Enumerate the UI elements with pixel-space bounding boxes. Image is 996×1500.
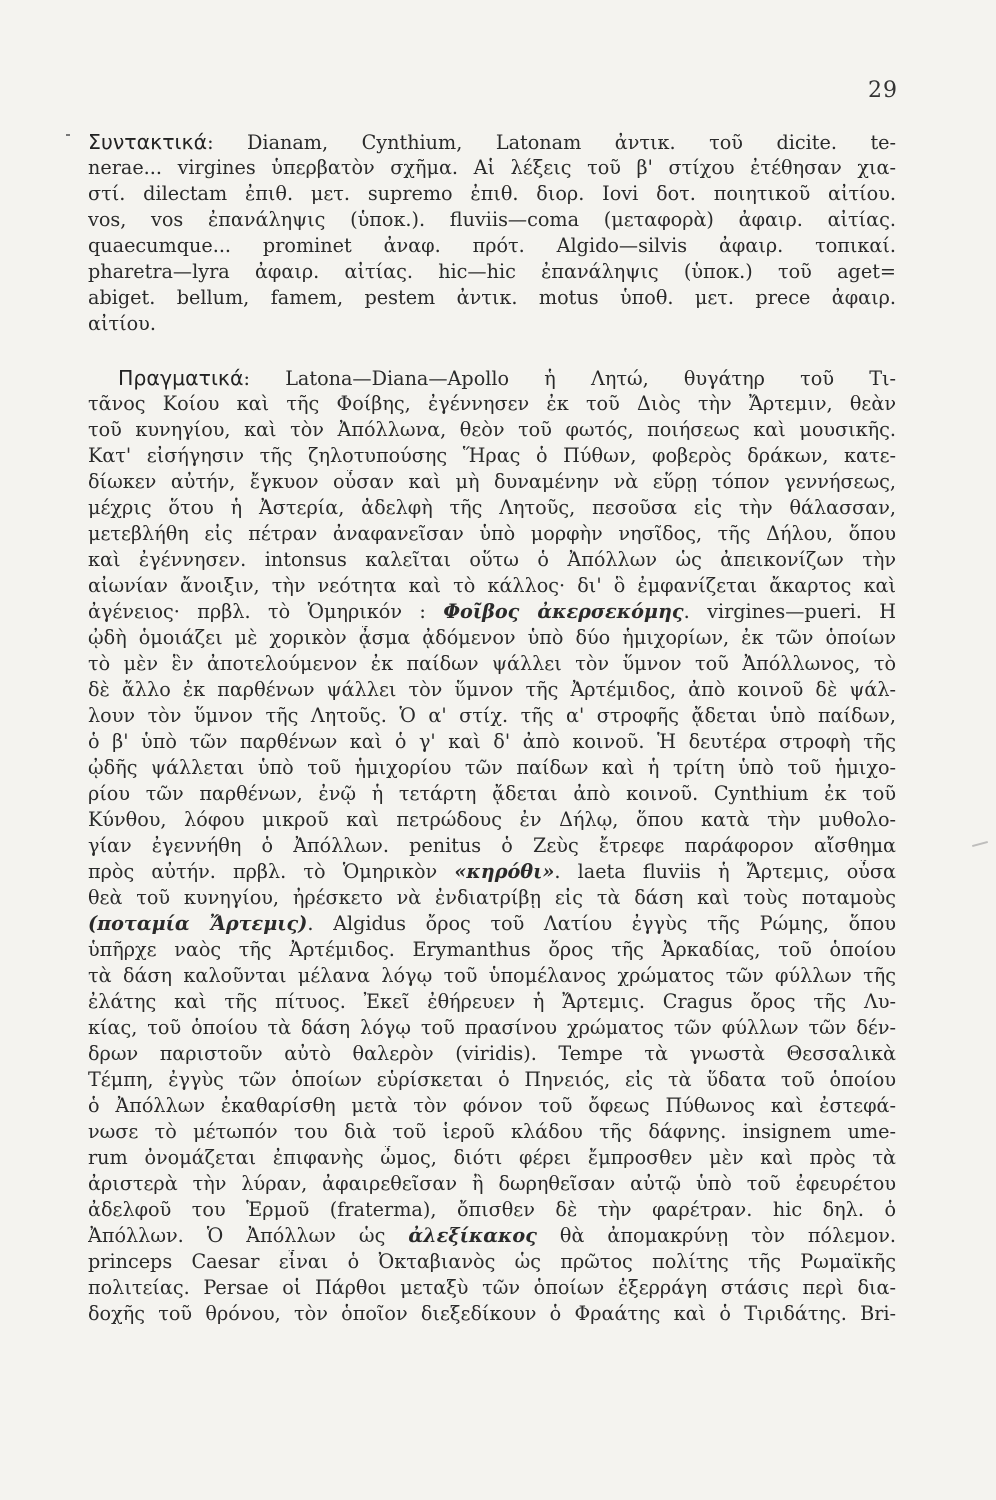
text-line: λουν τὸν ὕμνον τῆς Λητοῦς. Ὁ α' στίχ. τῆς α' στροφῆς ᾄδεται ὑπὸ παίδων, bbox=[88, 704, 896, 727]
margin-smudge bbox=[972, 841, 988, 847]
text-line: ᾠδὴ ὁμοιάζει μὲ χορικὸν ᾆσμα ᾀδόμενον ὑπὸ δύο ἡμιχορίων, ἐκ τῶν ὁποίων bbox=[88, 626, 896, 649]
text-line: ρίου τῶν παρθένων, ἐνῷ ἡ τετάρτη ᾄδεται ἀπὸ κοινοῦ. Cynthium ἐκ τοῦ bbox=[88, 782, 896, 805]
text-line: κίας, τοῦ ὁποίου τὰ δάση λόγῳ τοῦ πρασίνου χρώματος τῶν φύλλων τῶν δέν- bbox=[88, 1016, 896, 1039]
text-line: ὁ β' ὑπὸ τῶν παρθένων καὶ ὁ γ' καὶ δ' ἀπὸ κοινοῦ. Ἡ δευτέρα στροφὴ τῆς bbox=[88, 730, 896, 753]
text-line: ᾠδῆς ψάλλεται ὑπὸ τοῦ ἡμιχορίου τῶν παίδων καὶ ἡ τρίτη ὑπὸ τοῦ ἡμιχο- bbox=[88, 756, 896, 779]
line-text: . virgines—pueri. bbox=[683, 600, 862, 623]
text-line bbox=[88, 1224, 896, 1250]
text-line: τὸ μὲν ἓν ἀποτελούμενον ἐκ παίδων ψάλλει τὸν ὕμνον τοῦ Ἀπόλλωνος, τὸ bbox=[88, 652, 896, 675]
line-text: . Algidus ὄρος τοῦ Λατίου ἐγγὺς τῆς Ρώμης, ὅπου bbox=[307, 912, 896, 935]
text-line: quaecumque... prominet ἀναφ. πρότ. Algido—silvis ἀφαιρ. τοπικαί. bbox=[88, 234, 896, 257]
line-text: . laeta fluviis ἡ Ἄρτεμις, οὖσα bbox=[554, 860, 896, 883]
text-line bbox=[88, 912, 896, 938]
text-line: πολιτείας. Persae οἱ Πάρθοι μεταξὺ τῶν ὁποίων ἐξερράγη στάσις περὶ δια- bbox=[88, 1276, 896, 1299]
text-line: ὁ Ἀπόλλων ἐκαθαρίσθη μετὰ τὸν φόνον τοῦ ὄφεως Πύθωνος καὶ ἐστεφά- bbox=[88, 1094, 896, 1117]
text-line: δὲ ἄλλο ἐκ παρθένων ψάλλει τὸν ὕμνον τῆς Ἀρτέμιδος, ἀπὸ κοινοῦ δὲ ψάλ- bbox=[88, 678, 896, 701]
section-heading-syntaktika: Συντακτικά bbox=[88, 130, 208, 154]
text-line: στί. dilectam ἐπιθ. μετ. supremo ἐπιθ. διορ. Iovi δοτ. ποιητικοῦ αἰτίου. bbox=[88, 182, 896, 205]
text-line: ἀδελφοῦ του Ἑρμοῦ (fraterma), ὄπισθεν δὲ τὴν φαρέτραν. hic δηλ. ὁ bbox=[88, 1198, 896, 1221]
text-line: μετεβλήθη εἰς πέτραν ἀναφανεῖσαν ὑπὸ μορφὴν νησῖδος, τῆς Δήλου, ὅπου bbox=[88, 522, 896, 545]
line-text: : Dianam, Cynthium, Latonam ἀντικ. τοῦ dicite. te- bbox=[207, 131, 896, 154]
text-line: θεὰ τοῦ κυνηγίου, ἠρέσκετο νὰ ἐνδιατρίβῃ εἰς τὰ δάση καὶ τοὺς ποταμοὺς bbox=[88, 886, 896, 909]
line-text: ἀγένειος· πρβλ. τὸ Ὁμηρικόν : bbox=[88, 600, 426, 623]
emphasis-alexikakos: ἀλεξίκακος bbox=[408, 1224, 537, 1247]
text-line: ὑπῆρχε ναὸς τῆς Ἀρτέμιδος. Erymanthus ὄρος τῆς Ἀρκαδίας, τοῦ ὁποίου bbox=[88, 938, 896, 961]
text-line: rum ὀνομάζεται ἐπιφανὴς ὦμος, διότι φέρει ἔμπροσθεν μὲν καὶ πρὸς τὰ bbox=[88, 1146, 896, 1169]
line-text: : Latona—Diana—Apollo ἡ Λητώ, θυγάτηρ τοῦ Τι- bbox=[243, 367, 896, 390]
section-heading-pragmatika: Πραγματικά bbox=[118, 366, 244, 390]
text-line bbox=[88, 130, 896, 156]
emphasis-keroothi: «κηρόθι» bbox=[454, 860, 555, 883]
line-text: πρὸς αὐτήν. πρβλ. τὸ Ὁμηρικὸν bbox=[88, 860, 438, 883]
text-line: τᾶνος Κοίου καὶ τῆς Φοίβης, ἐγέννησεν ἐκ τοῦ Διὸς τὴν Ἄρτεμιν, θεὰν bbox=[88, 392, 896, 415]
text-line: καὶ ἐγέννησεν. intonsus καλεῖται οὕτω ὁ Ἀπόλλων ὡς ἀπεικονίζων τὴν bbox=[88, 548, 896, 571]
text-line: vos, vos ἐπανάληψις (ὑποκ.). fluviis—coma (μεταφορὰ) ἀφαιρ. αἰτίας. bbox=[88, 208, 896, 231]
text-line: μέχρις ὅτου ἡ Ἀστερία, ἀδελφὴ τῆς Λητοῦς, πεσοῦσα εἰς τὴν θάλασσαν, bbox=[88, 496, 896, 519]
text-line: abiget. bellum, famem, pestem ἀντικ. motus ὑποθ. μετ. prece ἀφαιρ. bbox=[88, 286, 896, 309]
text-line: δρων παριστοῦν αὐτὸ θαλερὸν (viridis). Tempe τὰ γνωστὰ Θεσσαλικὰ bbox=[88, 1042, 896, 1065]
text-line bbox=[88, 600, 896, 626]
text-line bbox=[118, 366, 896, 392]
emphasis-potamia: (ποταμία Ἄρτεμις) bbox=[88, 912, 308, 935]
text-line: τοῦ κυνηγίου, καὶ τὸν Ἀπόλλωνα, θεὸν τοῦ φωτός, ποιήσεως καὶ μουσικῆς. bbox=[88, 418, 896, 441]
line-text: θὰ ἀπομακρύνῃ τὸν πόλεμον. bbox=[559, 1224, 896, 1247]
text-line: δίωκεν αὐτήν, ἔγκυον οὖσαν καὶ μὴ δυναμένην νὰ εὕρῃ τόπον γεννήσεως, bbox=[88, 470, 896, 493]
text-line: δοχῆς τοῦ θρόνου, τὸν ὁποῖον διεξεδίκουν ὁ Φραάτης καὶ ὁ Τιριδάτης. Bri- bbox=[88, 1302, 896, 1325]
text-line: Κύνθου, λόφου μικροῦ καὶ πετρώδους ἐν Δήλῳ, ὅπου κατὰ τὴν μυθολο- bbox=[88, 808, 896, 831]
text-line: princeps Caesar εἶναι ὁ Ὀκταβιανὸς ὡς πρῶτος πολίτης τῆς Ρωμαϊκῆς bbox=[88, 1250, 896, 1273]
line-text: Ἀπόλλων. Ὁ Ἀπόλλων ὡς bbox=[88, 1224, 386, 1247]
emphasis-phoibos: Φοῖβος ἀκερσεκόμης bbox=[443, 600, 684, 623]
text-line bbox=[88, 860, 896, 886]
text-line: τὰ δάση καλοῦνται μέλανα λόγῳ τοῦ ὑπομέλανος χρώματος τῶν φύλλων τῆς bbox=[88, 964, 896, 987]
margin-mark bbox=[66, 134, 70, 136]
text-line: γίαν ἐγεννήθη ὁ Ἀπόλλων. penitus ὁ Ζεὺς ἔτρεφε παράφορον αἴσθημα bbox=[88, 834, 896, 857]
text-line: νωσε τὸ μέτωπόν του διὰ τοῦ ἱεροῦ κλάδου τῆς δάφνης. insignem ume- bbox=[88, 1120, 896, 1143]
page-number: 29 bbox=[868, 78, 898, 103]
text-line: αἰωνίαν ἄνοιξιν, τὴν νεότητα καὶ τὸ κάλλος· δι' ὃ ἐμφανίζεται ἄκαρτος καὶ bbox=[88, 574, 896, 597]
text-line: Τέμπη, ἐγγὺς τῶν ὁποίων εὑρίσκεται ὁ Πηνειός, εἰς τὰ ὕδατα τοῦ ὁποίου bbox=[88, 1068, 896, 1091]
line-text: Η bbox=[879, 600, 896, 623]
text-line: ἀριστερὰ τὴν λύραν, ἀφαιρεθεῖσαν ἢ δωρηθεῖσαν αὐτῷ ὑπὸ τοῦ ἐφευρέτου bbox=[88, 1172, 896, 1195]
text-line: nerae... virgines ὑπερβατὸν σχῆμα. Αἱ λέξεις τοῦ β' στίχου ἐτέθησαν χια- bbox=[88, 156, 896, 179]
text-line: αἰτίου. bbox=[88, 312, 156, 335]
text-line: pharetra—lyra ἀφαιρ. αἰτίας. hic—hic ἐπανάληψις (ὑποκ.) τοῦ aget= bbox=[88, 260, 896, 283]
text-line: ἐλάτης καὶ τῆς πίτυος. Ἐκεῖ ἐθήρευεν ἡ Ἄρτεμις. Cragus ὄρος τῆς Λυ- bbox=[88, 990, 896, 1013]
text-line: Κατ' εἰσήγησιν τῆς ζηλοτυπούσης Ἥρας ὁ Πύθων, φοβερὸς δράκων, κατε- bbox=[88, 444, 896, 467]
